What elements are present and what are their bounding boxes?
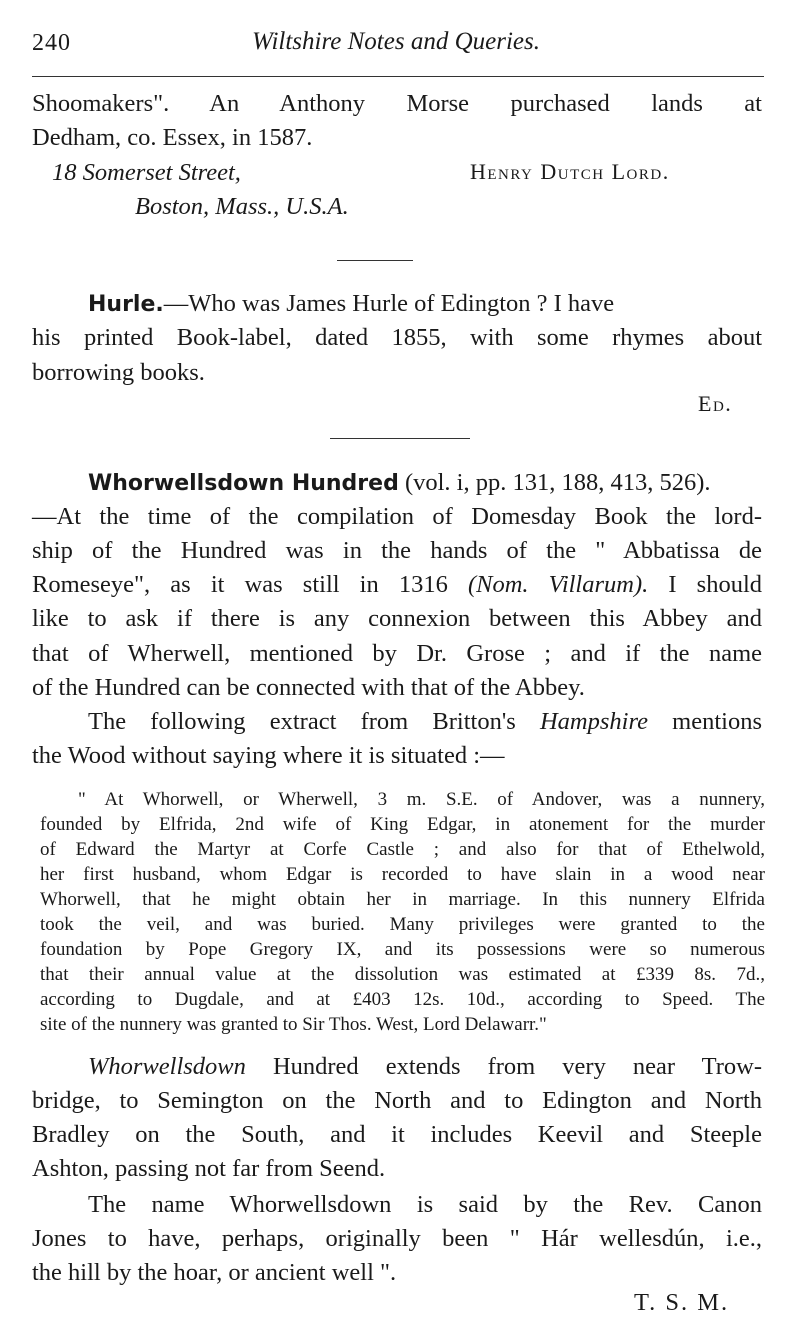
page-header — [32, 28, 760, 62]
quote-line: founded by Elfrida, 2nd wife of King Edgar, in atonement for the murder — [40, 814, 765, 835]
quote-line: that their annual value at the dissolution was estimated at £339 8s. 7d., — [40, 964, 765, 985]
quote-line: her first husband, whom Edgar is recorded to have slain in a wood near — [40, 864, 765, 885]
text-line: the hill by the hoar, or ancient well ". — [32, 1259, 397, 1286]
address-line: Boston, Mass., U.S.A. — [135, 193, 349, 220]
text-line: Romeseye", as it was still in 1316 (Nom. Villarum). I should — [32, 571, 763, 598]
text-line: of the Hundred can be connected with that of the Abbey. — [32, 674, 585, 701]
text-line: like to ask if there is any connexion between this Abbey and — [32, 605, 762, 632]
text-line: Dedham, co. Essex, in 1587. — [32, 124, 313, 151]
text-line: —At the time of the compilation of Domesday Book the lord- — [32, 503, 762, 530]
page-number: 240 — [32, 30, 71, 56]
text-line: Ashton, passing not far from Seend. — [32, 1155, 386, 1182]
text-line: his printed Book-label, dated 1855, with some rhymes about — [32, 324, 762, 351]
author-signature: Henry Dutch Lord. — [470, 159, 670, 184]
text-line: that of Wherwell, mentioned by Dr. Grose ; and if the name — [32, 640, 762, 667]
running-title: Wiltshire Notes and Queries. — [252, 28, 540, 55]
address-line: 18 Somerset Street, — [52, 159, 241, 186]
text-line: bridge, to Semington on the North and to Edington and North — [32, 1087, 762, 1114]
text-line: Whorwellsdown Hundred (vol. i, pp. 131, 188, 413, 526). — [88, 469, 711, 496]
text-line: Shoomakers". An Anthony Morse purchased lands at — [32, 90, 762, 117]
section-divider — [337, 260, 413, 261]
section-divider — [330, 438, 470, 439]
text-line: Hurle.—Who was James Hurle of Edington ? I have — [88, 290, 615, 317]
text-line: the Wood without saying where it is situated :— — [32, 742, 505, 769]
quote-line: foundation by Pope Gregory IX, and its possessions were so numerous — [40, 939, 765, 960]
text-line: Whorwellsdown Hundred extends from very near Trow- — [88, 1053, 762, 1080]
quote-line: took the veil, and was buried. Many privileges were granted to the — [40, 914, 765, 935]
quote-line: site of the nunnery was granted to Sir Thos. West, Lord Delawarr." — [40, 1014, 547, 1035]
editor-signature: Ed. — [698, 391, 733, 416]
quote-line: Whorwell, that he might obtain her in marriage. In this nunnery Elfrida — [40, 889, 765, 910]
quote-line: of Edward the Martyr at Corfe Castle ; and also for that of Ethelwold, — [40, 839, 765, 860]
text-line: The following extract from Britton's Hampshire mentions — [88, 708, 762, 735]
header-rule — [32, 76, 764, 77]
text-line: ship of the Hundred was in the hands of the " Abbatissa de — [32, 537, 762, 564]
text-line: The name Whorwellsdown is said by the Rev. Canon — [88, 1191, 762, 1218]
text-line: borrowing books. — [32, 359, 205, 386]
quote-line: according to Dugdale, and at £403 12s. 10d., according to Speed. The — [40, 989, 765, 1010]
section-heading: Whorwellsdown Hundred — [88, 471, 399, 496]
author-signature: T. S. M. — [634, 1289, 730, 1316]
text-line: Jones to have, perhaps, originally been " Hár wellesdún, i.e., — [32, 1225, 762, 1252]
section-heading: Hurle. — [88, 292, 164, 317]
text-line: Bradley on the South, and it includes Keevil and Steeple — [32, 1121, 762, 1148]
quote-line: " At Whorwell, or Wherwell, 3 m. S.E. of Andover, was a nunnery, — [78, 789, 765, 810]
